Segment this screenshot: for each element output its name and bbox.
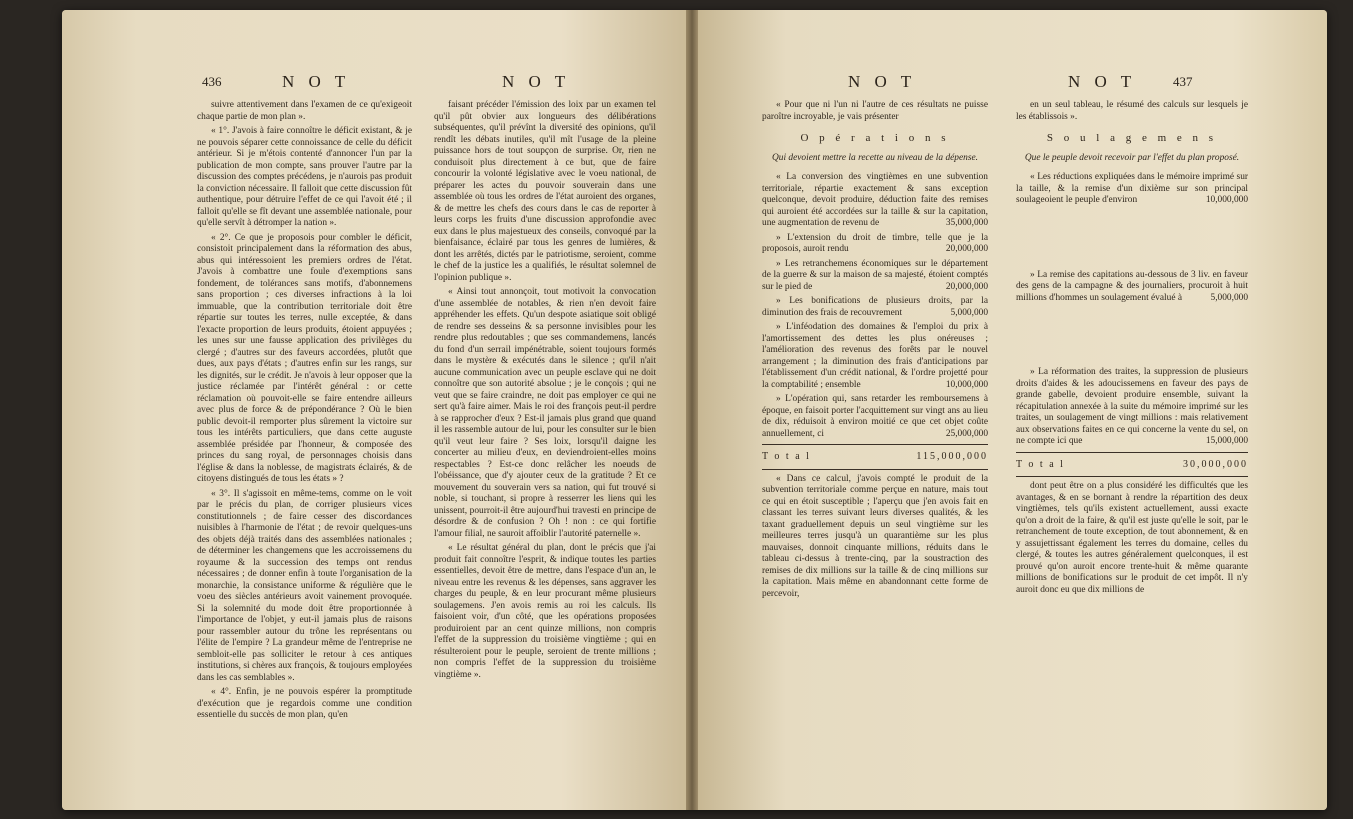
paragraph: « Ainsi tout annonçoit, tout motivoit la convocation d'une assemblée de notables, & rien n'en devoit faire appréhender les effets. Qu'un despote asiatique soit obligé de rendre ses desseins & sa personne invisibles pour les rendre plus redoutables ; que ses commandemens, lancés du fond d'un serrail impénétrable, soient toujours formés dans le mystère & exécutés dans le silence ; qu'il n'ait aucune communication avec un peuple esclave qui ne doit connoître que son autorité absolue ; je le conçois ; qui ne veut que se faire craindre, ne doit pas employer ce qui ne sert qu'à faire aimer. Mais le roi des françois peut-il perdre à se rapprocher d'eux ? Est-il jamais plus grand que quand il les rassemble autour de lui, pour les consulter sur le bien qu'il veut leur faire ? Ses loix, lorsqu'il daigne les concerter au milieu d'eux, en deviendroient-elles moins respectables ? Est-ce donc relâcher les noeuds de l'obéissance, que d'y ajouter ceux de la gratitude ? Et ce mouvement du souverain vers sa nation, qui fut trouvé si noble, si touchant, si propre à resserrer les liens qui les unissent, pourroit-il être aujourd'hui travesti en principe de désordre & de confusion ? Oh ! non : ce qui fortifie l'amour filial, ne sauroit affoiblir l'autorité paternelle ».	[434, 287, 656, 539]
left-column-1	[197, 100, 412, 725]
ledger-value: 20,000,000	[945, 244, 988, 254]
ledger-value: 35,000,000	[945, 218, 988, 228]
paragraph: dont peut être on a plus considéré les difficultés que les avantages, & en se bornant à rendre la répartition des deux vingtièmes, tels qu'ils existent actuellement, aussi exacte qu'on a droit de la faire, & qu'il est juste qu'elle le soit, par le retranchement de toute exception, de tout abonnement, & en y assujettissant également les terres du domaine, celles du clergé, & toutes les autres généralement quelconques, il est prouvé qu'on auroit encore trente-huit & même quarante millions de bonifications sur le produit de cet impôt. Il n'y auroit donc eu que dix millions de	[1016, 481, 1248, 595]
paragraph: « Le résultat général du plan, dont le précis que j'ai produit fait connoître l'esprit, & indique toutes les parties essentielles, devoit être de mettre, dans l'espace d'un an, le niveau entre les revenus & les dépenses, sans aggraver les charges du peuple, & en leur procurant même plusieurs soulagemens. J'en avois remis au roi les calculs. Ils faisoient voir, d'un côté, que les opérations proposées produiroient par an cent quinze millions, non compris l'effet de la suppression du troisième vingtième ; qui en résulteroient pour le peuple, seroient de trente millions ; non compris l'effet de la suppression du troisième vingtième ».	[434, 543, 656, 680]
section-subtitle: Qui devoient mettre la recette au niveau de la dépense.	[771, 152, 978, 163]
page-number-right: 437	[1173, 74, 1193, 89]
paragraph: « 1°. J'avois à faire connoître le déficit existant, & je ne pouvois séparer cette connoissance de celle du déficit antérieur. Si je m'étois contenté d'annoncer l'un par la publication de mon compte, sans prouver l'autre par la discussion des comptes précédens, je n'aurois pas produit la conviction nécessaire. Il falloit que cette discussion fût authentique, pour détruire l'effet de ce qui l'avoit été ; il falloit qu'elle se fît devant une assemblée nationale, pour qu'elle servît à détromper la nation ».	[197, 126, 412, 228]
total-row	[1016, 459, 1248, 471]
book-gutter	[686, 10, 698, 810]
total-row	[762, 451, 988, 463]
ledger-entry: » La réformation des traites, la suppression de plusieurs droits d'aides & les adoucissemens en faveur des pays de grande gabelle, devoient produire ensemble, suivant la récapitulation annexée à la suite du mémoire imprimé sur les traites, un soulagement de vingt millions : mais relativement aux observations faites en ce qui concerne la vente du sel, on ne compte ici que 15,000,000	[1016, 367, 1248, 446]
open-book	[62, 10, 1327, 810]
ledger-value: 5,000,000	[1210, 292, 1248, 303]
ledger-entry: » L'inféodation des domaines & l'emploi du prix à l'amortissement des dettes les plus onéreuses ; l'amélioration des revenus des forêts par le nouvel arrangement ; la diminution des frais d'anticipations par l'établissement d'un crédit national, & l'ordre projetté pour la comptabilité ; ensemble 10,000,000	[762, 322, 988, 390]
total-value: 115,000,000	[916, 451, 988, 462]
paragraph: « Pour que ni l'un ni l'autre de ces résultats ne puisse paroître incroyable, je vais présenter	[762, 100, 988, 122]
right-column-2	[1016, 100, 1248, 599]
running-head-left-2: N O T	[502, 72, 571, 91]
divider	[762, 444, 988, 445]
right-column-1	[762, 100, 988, 603]
ledger-entry: » L'opération qui, sans retarder les remboursemens à époque, en faisoit porter l'acquittement sur vingt ans au lieu de dix, réduisoit à environ moitié ce que cet objet coûte annuellement, ci 25,000,000	[762, 394, 988, 439]
paragraph: « 4°. Enfin, je ne pouvois espérer la promptitude d'exécution que je regardois comme une condition essentielle du succès de mon plan, qu'en	[197, 687, 412, 720]
running-head-left-1: N O T	[282, 72, 351, 91]
paragraph: « 2°. Ce que je proposois pour combler le déficit, consistoit principalement dans la réformation des abus, abus qui intéressoient les premiers ordres de l'état. J'avois à combattre une foule d'exemptions sans fondement, de tolérances sans motifs, d'abonnemens sans proportion ; ces diverses infractions à la loi immuable, que la contribution territoriale doit être répartie sur toutes les terres, nulle exceptée, & dans l'exacte proportion de leurs produits, étoient appuyées ; les unes sur une fausse application des privilèges du clergé ; d'autres sur des faveurs accordées, plutôt que dues, aux pays d'états ; d'autres enfin sur les rangs, sur les dignités, sur le crédit. Je n'avois à leur opposer que la justice réclamée par l'intérêt général : or cette réclamation où pouvoit-elle se faire entendre ailleurs avec plus de force & de prépondérance ? Où le bien public devoit-il remporter plus sûrement la victoire sur tous les intérêts particuliers, que dans cette auguste assemblée présidée par l'honneur, & composée des princes du sang royal, de personnages choisis dans l'église & dans la noblesse, de magistrats éclairés, & de citoyens distingués de tous les états » ?	[197, 232, 412, 484]
section-subtitle: Que le peuple devoit recevoir par l'effet du plan proposé.	[1024, 152, 1240, 163]
paragraph: en un seul tableau, le résumé des calculs sur lesquels je les établissois ».	[1016, 100, 1248, 122]
ledger-entry: » Les retranchemens économiques sur le département de la guerre & sur la maison de sa majesté, étoient comptés sur le pied de 20,000,000	[762, 258, 988, 292]
total-value: 30,000,000	[1183, 458, 1248, 470]
left-column-2	[434, 100, 656, 684]
page-number-left: 436	[202, 74, 222, 89]
running-head-right-2: N O T	[1068, 72, 1137, 91]
total-label: T o t a l	[762, 451, 811, 462]
divider	[762, 469, 988, 470]
ledger-entry: « Les réductions expliquées dans le mémoire imprimé sur la taille, & la remise d'un dixième sur son principal soulageoient le peuple d'environ 10,000,000	[1016, 172, 1248, 205]
paragraph: suivre attentivement dans l'examen de ce qu'exigeoit chaque partie de mon plan ».	[197, 100, 412, 122]
ledger-entry: » La remise des capitations au-dessous de 3 liv. en faveur des gens de la campagne & des journaliers, procuroit à huit millions d'hommes un soulagement évalué à 5,000,000	[1016, 269, 1248, 303]
section-heading-operations: O p é r a t i o n s	[800, 132, 950, 144]
paragraph: « Dans ce calcul, j'avois compté le produit de la subvention territoriale comme perçue en nature, mais tout ce qui en étoit susceptible ; l'aperçu que j'en avois fait en classant les terres suivant leurs diverses qualités, & les taxant graduellement depuis un seul vingtième sur les meilleures terres jusqu'à un quarantième sur les plus mauvaises, donnoit cinquante millions, réduits dans le tableau ci-dessus à trente-cinq, par la soustraction des remises de dix millions sur la taille & de cinq millions sur la capitation. Mais même en abandonnant cette forme de percevoir,	[762, 473, 988, 599]
ledger-value: 20,000,000	[945, 281, 988, 292]
running-head-right-1: N O T	[848, 72, 917, 91]
ledger-entry: » Les bonifications de plusieurs droits, par la diminution des frais de recouvrement 5,000,000	[762, 296, 988, 318]
ledger-value: 10,000,000	[1205, 195, 1248, 205]
right-page	[698, 10, 1327, 810]
paragraph: faisant précéder l'émission des loix par un examen tel qu'il pût obvier aux longueurs des délibérations subséquentes, qu'il prévînt la diversité des opinions, qu'il rendît les débats inutiles, qu'il mît l'usage de la pleine puissance hors de tout soupçon de surprise. Or, rien ne conduisoit plus directement à ce but, que de faire concourir la volonté législative avec le voeu national, de préparer les actes du pouvoir souverain dans une assemblée où tous les ordres de l'état auroient des organes, & de mettre les chefs des cours dans le cas de reporter à leurs corps les fruits d'une discussion approfondie avec eux dans le plus majestueux des conseils, convoqué par la bienfaisance, éclairé par tous les genres de lumières, & dont les arrêtés, dictés par le patriotisme, seroient, comme le chef de la justice les a qualifiés, le résultat solemnel de l'opinion publique ».	[434, 100, 656, 283]
divider	[1016, 452, 1248, 453]
ledger-value: 5,000,000	[950, 307, 988, 318]
section-heading-soulagemens: S o u l a g e m e n s	[1046, 132, 1218, 144]
total-label: T o t a l	[1016, 458, 1065, 470]
paragraph: « 3°. Il s'agissoit en même-tems, comme on le voit par le précis du plan, de corriger plusieurs vices constitutionnels ; de faire cesser des discordances nuisibles à l'harmonie de l'état ; de revoir quelques-uns des objets déjà traités dans des assemblées nationales ; de déterminer les changemens que les accroissemens du royaume & la succession des temps ont rendus nécessaires ; de donner enfin à toute l'organisation de la monarchie, la consistance uniforme & régulière que le voeu des siècles antérieurs avoit vainement provoquée. Si la solemnité du mode doit être proportionnée à l'importance de l'objet, y eut-il jamais plus de raisons pour rassembler autour du trône les représentans ou l'élite de l'empire ? La grandeur même de l'entreprise ne sembloit-elle pas solliciter le retour à ces antiques institutions, si chères aux françois, & toujours employées dans les cas semblables ».	[197, 488, 412, 683]
divider	[1016, 476, 1248, 477]
ledger-value: 15,000,000	[1205, 436, 1248, 446]
ledger-entry: « La conversion des vingtièmes en une subvention territoriale, répartie exactement & sans exception quelconque, devoit produire, déduction faite des remises qui auroient été accordées sur la taille & sur la capitation, une augmentation de revenu de 35,000,000	[762, 172, 988, 228]
ledger-value: 25,000,000	[945, 428, 988, 439]
ledger-entry: » L'extension du droit de timbre, telle que je la proposois, auroit rendu 20,000,000	[762, 232, 988, 254]
left-page	[62, 10, 686, 810]
ledger-value: 10,000,000	[945, 379, 988, 390]
